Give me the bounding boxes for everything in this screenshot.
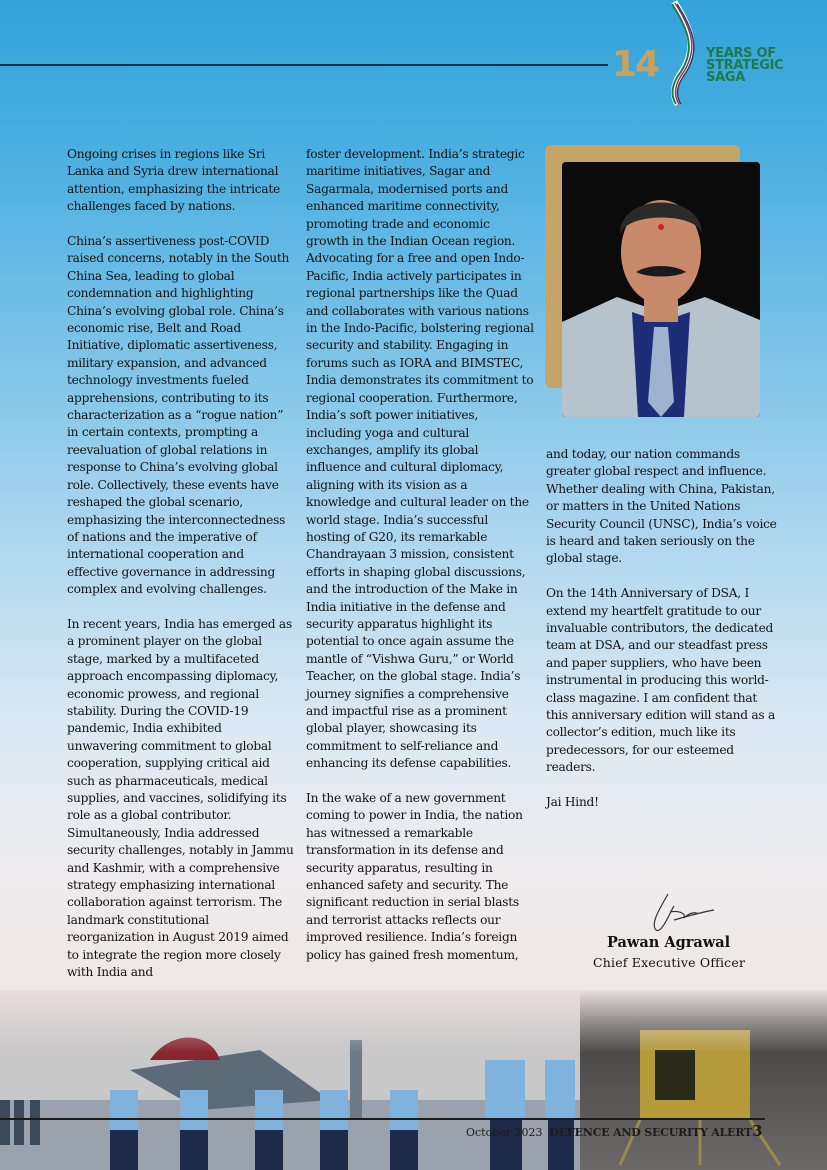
tricolor-swirl-icon — [662, 0, 702, 106]
text-column-3 — [546, 446, 778, 829]
magazine-name: DEFENCE AND SECURITY ALERT — [549, 1126, 753, 1139]
text-column-2 — [306, 146, 534, 981]
closing-line: Jai Hind! — [546, 795, 599, 810]
logo-line: SAGA — [706, 70, 745, 85]
paragraph: In recent years, India has emerged as a prominent player on the global stage, marked by a multifaceted approach encompassing diplomacy, economic prowess, and regional stability. During the COVID-19 pandemic, India exhibited unwavering commitment to global cooperation, supplying critical aid such as pharmaceuticals, medical supplies, and vaccines, solidifying its role as a global contributor. Simultaneously, India addressed security challenges, notably in Jammu and Kashmir, with a comprehensive strategy emphasizing international collaboration against terrorism. The landmark constitutional reorganization in August 2019 aimed to integrate the region more closely with India and — [67, 616, 294, 980]
logo-line: STRATEGIC — [706, 58, 784, 73]
author-portrait — [562, 162, 760, 417]
page-footer — [466, 1126, 752, 1139]
author-title: Chief Executive Officer — [593, 955, 746, 970]
text-column-1 — [67, 146, 295, 999]
header-rule — [0, 64, 608, 66]
page-number: 3 — [752, 1122, 763, 1140]
paragraph: In the wake of a new government coming to power in India, the nation has witnessed a remarkable transformation in its defense and security apparatus, resulting in enhanced safety and security. The significant reduction in serial blasts and terrorist attacks reflects our improved resilience. India’s foreign policy has gained fresh momentum, — [306, 791, 523, 962]
paragraph: foster development. India’s strategic maritime initiatives, Sagar and Sagarmala, modernised ports and enhanced maritime connectivity, promoting trade and economic growth in the Indian Ocean region. Advocating for a free and open Indo-Pacific, India actively participates in regional partnerships like the Quad and collaborates with various nations in the Indo-Pacific, bolstering regional security and stability. Engaging in forums such as IORA and BIMSTEC, India demonstrates its commitment to regional cooperation. Furthermore, India’s soft power initiatives, including yoga and cultural exchanges, amplify its global influence and cultural diplomacy, aligning with its vision as a knowledge and cultural leader on the world stage. India’s successful hosting of G20, its remarkable Chandrayaan 3 mission, consistent efforts in shaping global discussions, and the introduction of the Make in India initiative in the defense and security apparatus highlight its potential to once again assume the mantle of “Vishwa Guru,” or World Teacher, on the global stage. India’s journey signifies a comprehensive and impactful rise as a prominent global player, showcasing its commitment to self-reliance and enhancing its defense capabilities. — [306, 147, 534, 771]
logo-tagline — [706, 48, 783, 84]
paragraph: China’s assertiveness post-COVID raised concerns, notably in the South China Sea, leading to global condemnation and highlighting China’s evolving global role. China’s economic rise, Belt and Road Initiative, diplomatic assertiveness, military expansion, and advanced technology investments fueled apprehensions, contributing to its characterization as a “rogue nation” in certain contexts, prompting a reevaluation of global relations in response to China’s evolving global role. Collectively, these events have reshaped the global scenario, emphasizing the interconnectedness of nations and the imperative of international cooperation and effective governance in addressing complex and evolving challenges. — [67, 234, 290, 597]
paragraph: and today, our nation commands greater global respect and influence. Whether dealing with China, Pakistan, or matters in the United Nations Security Council (UNSC), India’s voice is heard and taken seriously on the global stage. — [546, 447, 777, 566]
defence-montage-image — [0, 990, 827, 1170]
portrait-illustration — [562, 162, 760, 417]
signature-icon — [640, 890, 720, 938]
logo-line: YEARS OF — [706, 46, 776, 61]
footer-rule — [0, 1118, 765, 1120]
anniversary-logo — [612, 0, 812, 106]
issue-date: October 2023 — [466, 1126, 543, 1139]
logo-number: 14 — [612, 44, 659, 85]
paragraph: Ongoing crises in regions like Sri Lanka and Syria drew international attention, emphasizing the intricate challenges faced by nations. — [67, 147, 280, 214]
author-name: Pawan Agrawal — [607, 934, 731, 951]
paragraph: On the 14th Anniversary of DSA, I extend my heartfelt gratitude to our invaluable contributors, the dedicated team at DSA, and our steadfast press and paper suppliers, who have been instrumental in producing this world-class magazine. I am confident that this anniversary edition will stand as a collector’s edition, much like its predecessors, for our esteemed readers. — [546, 586, 776, 775]
